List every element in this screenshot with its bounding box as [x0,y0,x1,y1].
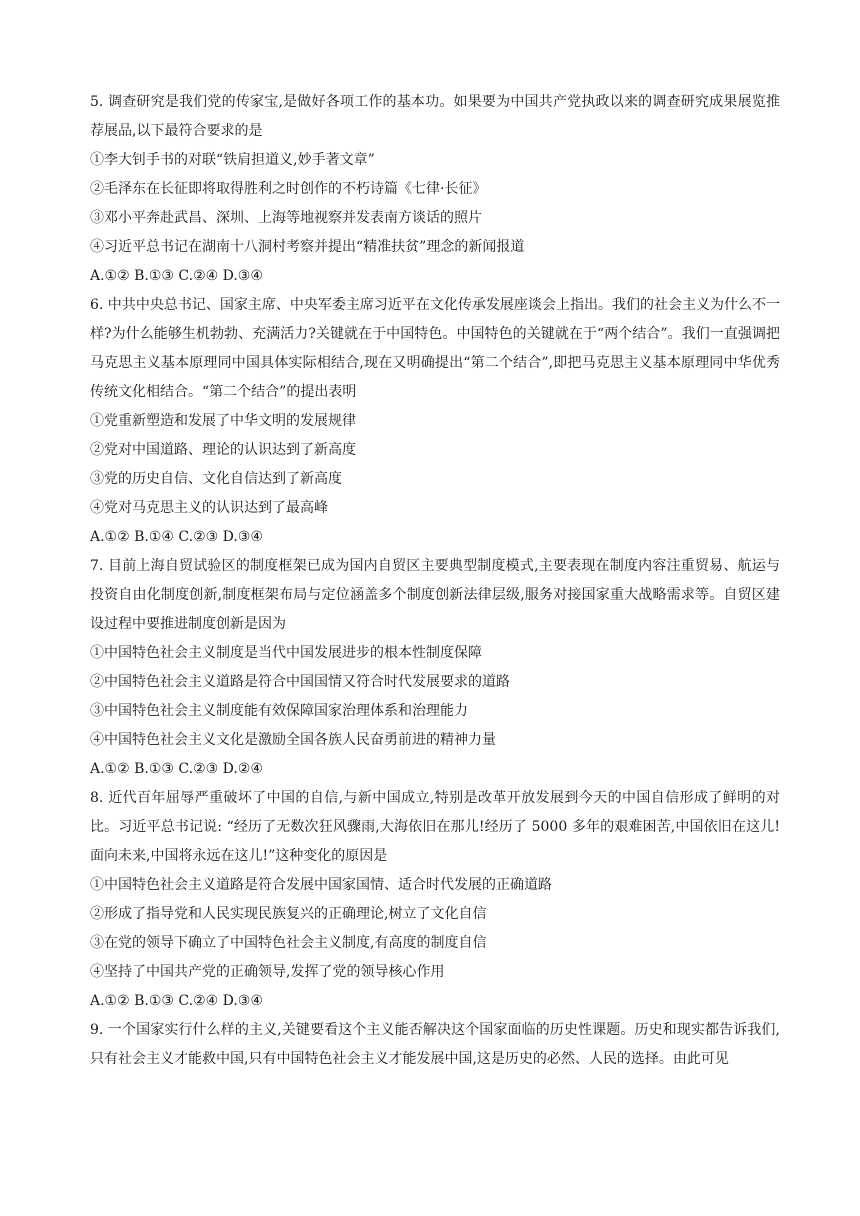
question-stem: 6. 中共中央总书记、国家主席、中央军委主席习近平在文化传承发展座谈会上指出。我们的社会主义为什么不一样?为什么能够生机勃勃、充满活力?关键就在于中国特色。中国特色的关键就在于“两个结合”。我们一直强调把马克思主义基本原理同中国具体实际相结合,现在又明确提出“第二个结合”,即把马克思主义基本原理同中华优秀传统文化相结合。“第二个结合”的提出表明 [90,297,780,400]
option-2: ②中国特色社会主义道路是符合中国国情又符合时代发展要求的道路 [90,674,510,690]
question-stem: 5. 调查研究是我们党的传家宝,是做好各项工作的基本功。如果要为中国共产党执政以来的调查研究成果展览推荐展品,以下最符合要求的是 [90,94,780,139]
option-3: ③邓小平奔赴武昌、深圳、上海等地视察并发表南方谈话的照片 [90,210,482,226]
option-4: ④党对马克思主义的认识达到了最高峰 [90,500,328,516]
option-1: ①中国特色社会主义道路是符合发展中国家国情、适合时代发展的正确道路 [90,877,552,893]
question-7 [90,552,780,784]
option-3: ③党的历史自信、文化自信达到了新高度 [90,471,342,487]
question-6 [90,291,780,552]
option-1: ①李大钊手书的对联“铁肩担道义,妙手著文章” [90,152,375,168]
option-4: ④中国特色社会主义文化是激励全国各族人民奋勇前进的精神力量 [90,732,496,748]
question-stem: 7. 目前上海自贸试验区的制度框架已成为国内自贸区主要典型制度模式,主要表现在制度内容注重贸易、航运与投资自由化制度创新,制度框架布局与定位涵盖多个制度创新法律层级,服务对接国家重大战略需求等。自贸区建设过程中要推进制度创新是因为 [90,558,780,632]
option-2: ②形成了指导党和人民实现民族复兴的正确理论,树立了文化自信 [90,906,487,922]
option-3: ③中国特色社会主义制度能有效保障国家治理体系和治理能力 [90,703,468,719]
option-2: ②毛泽东在长征即将取得胜利之时创作的不朽诗篇《七律·长征》 [90,181,487,197]
answer-choices: A.①② B.①③ C.②④ D.③④ [90,993,263,1009]
answer-choices: A.①② B.①③ C.②④ D.③④ [90,268,263,284]
answer-choices: A.①② B.①③ C.②③ D.②④ [90,761,263,777]
question-stem: 8. 近代百年屈辱严重破坏了中国的自信,与新中国成立,特别是改革开放发展到今天的中国自信形成了鲜明的对比。习近平总书记说: “经历了无数次狂风骤雨,大海依旧在那儿!经历了 5000 多年的艰难困苦,中国依旧在这儿!面向未来,中国将永远在这儿!”这种变化的原因是 [90,790,780,864]
option-4: ④坚持了中国共产党的正确领导,发挥了党的领导核心作用 [90,964,445,980]
answer-choices: A.①② B.①④ C.②③ D.③④ [90,529,263,545]
option-2: ②党对中国道路、理论的认识达到了新高度 [90,442,356,458]
document-page [90,88,780,1074]
question-9 [90,1016,780,1074]
question-8 [90,784,780,1016]
option-1: ①党重新塑造和发展了中华文明的发展规律 [90,413,356,429]
option-4: ④习近平总书记在湖南十八洞村考察并提出“精准扶贫”理念的新闻报道 [90,239,525,255]
question-stem: 9. 一个国家实行什么样的主义,关键要看这个主义能否解决这个国家面临的历史性课题。历史和现实都告诉我们,只有社会主义才能救中国,只有中国特色社会主义才能发展中国,这是历史的必然、人民的选择。由此可见 [90,1022,780,1067]
question-5 [90,88,780,291]
option-3: ③在党的领导下确立了中国特色社会主义制度,有高度的制度自信 [90,935,487,951]
option-1: ①中国特色社会主义制度是当代中国发展进步的根本性制度保障 [90,645,482,661]
